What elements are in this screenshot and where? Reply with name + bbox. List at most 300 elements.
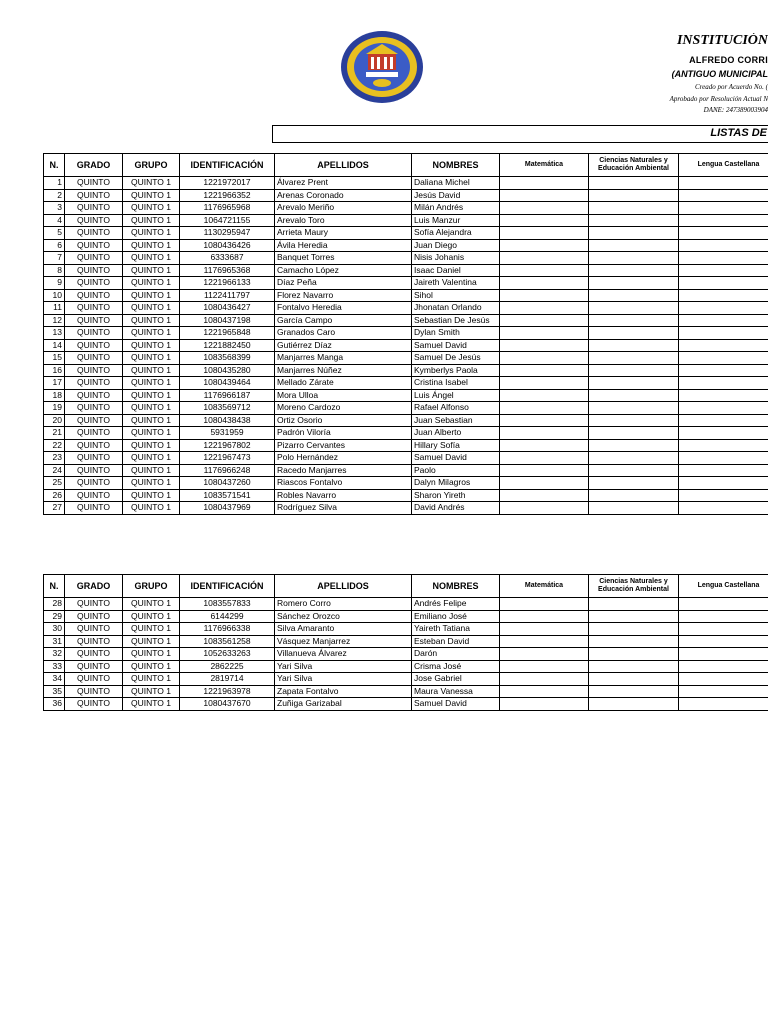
cell-ciencias	[589, 277, 679, 290]
table-row	[44, 214, 768, 227]
cell-nombres: Jaireth Valentina	[412, 277, 500, 290]
table-row	[44, 227, 768, 240]
cell-matematica	[500, 264, 589, 277]
cell-apellidos: Ávila Heredia	[275, 239, 412, 252]
table-row	[44, 477, 768, 490]
cell-ciencias	[589, 685, 679, 698]
cell-matematica	[500, 489, 589, 502]
cell-grupo: QUINTO 1	[123, 277, 180, 290]
cell-apellidos: Mellado Zárate	[275, 377, 412, 390]
cell-identificacion: 1080437260	[180, 477, 275, 490]
cell-apellidos: Álvarez Prent	[275, 177, 412, 190]
cell-grado: QUINTO	[65, 252, 123, 265]
cell-identificacion: 1176966248	[180, 464, 275, 477]
cell-number: 9	[44, 277, 65, 290]
cell-apellidos: Pizarro Cervantes	[275, 439, 412, 452]
table-row	[44, 189, 768, 202]
cell-grupo: QUINTO 1	[123, 402, 180, 415]
cell-nombres: Yaireth Tatiana	[412, 623, 500, 636]
cell-ciencias	[589, 623, 679, 636]
cell-grupo: QUINTO 1	[123, 202, 180, 215]
cell-nombres: Luis Ángel	[412, 389, 500, 402]
cell-grado: QUINTO	[65, 302, 123, 315]
cell-grado: QUINTO	[65, 464, 123, 477]
cell-matematica	[500, 673, 589, 686]
cell-grupo: QUINTO 1	[123, 489, 180, 502]
logo-hands	[373, 79, 391, 87]
cell-ciencias	[589, 489, 679, 502]
cell-matematica	[500, 402, 589, 415]
cell-grupo: QUINTO 1	[123, 214, 180, 227]
cell-number: 31	[44, 635, 65, 648]
cell-grado: QUINTO	[65, 389, 123, 402]
institution-logo	[340, 30, 424, 104]
cell-number: 34	[44, 673, 65, 686]
cell-apellidos: Vásquez Manjarrez	[275, 635, 412, 648]
cell-matematica	[500, 598, 589, 611]
cell-ciencias	[589, 252, 679, 265]
cell-nombres: Sharon Yireth	[412, 489, 500, 502]
table-row	[44, 202, 768, 215]
table-row	[44, 402, 768, 415]
cell-apellidos: Ortiz Osorio	[275, 414, 412, 427]
cell-number: 16	[44, 364, 65, 377]
cell-lengua	[679, 202, 768, 215]
cell-nombres: Isaac Daniel	[412, 264, 500, 277]
cell-identificacion: 1221967802	[180, 439, 275, 452]
col-header-n: N.	[44, 154, 65, 177]
table-row	[44, 252, 768, 265]
cell-ciencias	[589, 339, 679, 352]
col-header-nombres: NOMBRES	[412, 575, 500, 598]
former-name: (ANTIGUO MUNICIPAL	[671, 69, 768, 79]
col-header-grado: GRADO	[65, 154, 123, 177]
table-row	[44, 389, 768, 402]
cell-apellidos: Arenas Coronado	[275, 189, 412, 202]
cell-identificacion: 1176965368	[180, 264, 275, 277]
table-row	[44, 277, 768, 290]
cell-apellidos: Riascos Fontalvo	[275, 477, 412, 490]
cell-apellidos: Rodríguez Silva	[275, 502, 412, 515]
cell-identificacion: 1221966352	[180, 189, 275, 202]
cell-grupo: QUINTO 1	[123, 648, 180, 661]
cell-grado: QUINTO	[65, 314, 123, 327]
cell-lengua	[679, 427, 768, 440]
cell-apellidos: Moreno Cardozo	[275, 402, 412, 415]
cell-apellidos: Racedo Manjarres	[275, 464, 412, 477]
cell-ciencias	[589, 439, 679, 452]
table-header-row	[44, 575, 768, 598]
cell-identificacion: 1083571541	[180, 489, 275, 502]
cell-number: 21	[44, 427, 65, 440]
cell-grado: QUINTO	[65, 189, 123, 202]
cell-matematica	[500, 202, 589, 215]
cell-lengua	[679, 227, 768, 240]
cell-lengua	[679, 377, 768, 390]
cell-number: 14	[44, 339, 65, 352]
cell-lengua	[679, 635, 768, 648]
cell-ciencias	[589, 389, 679, 402]
cell-matematica	[500, 464, 589, 477]
cell-nombres: Dalyn Milagros	[412, 477, 500, 490]
col-header-apellidos: APELLIDOS	[275, 575, 412, 598]
table-row	[44, 673, 768, 686]
cell-ciencias	[589, 214, 679, 227]
cell-grupo: QUINTO 1	[123, 660, 180, 673]
cell-ciencias	[589, 502, 679, 515]
col-header-grado: GRADO	[65, 575, 123, 598]
cell-lengua	[679, 277, 768, 290]
cell-grado: QUINTO	[65, 289, 123, 302]
cell-identificacion: 1083569712	[180, 402, 275, 415]
cell-identificacion: 1130295947	[180, 227, 275, 240]
col-header-n: N.	[44, 575, 65, 598]
cell-matematica	[500, 698, 589, 711]
cell-grupo: QUINTO 1	[123, 502, 180, 515]
cell-lengua	[679, 502, 768, 515]
cell-ciencias	[589, 402, 679, 415]
cell-lengua	[679, 623, 768, 636]
cell-lengua	[679, 352, 768, 365]
cell-lengua	[679, 414, 768, 427]
table-row	[44, 377, 768, 390]
table-row	[44, 685, 768, 698]
table-row	[44, 339, 768, 352]
cell-grado: QUINTO	[65, 698, 123, 711]
cell-grado: QUINTO	[65, 610, 123, 623]
cell-identificacion: 1080437198	[180, 314, 275, 327]
cell-nombres: Emiliano José	[412, 610, 500, 623]
cell-ciencias	[589, 177, 679, 190]
cell-lengua	[679, 489, 768, 502]
table-row	[44, 598, 768, 611]
cell-number: 17	[44, 377, 65, 390]
cell-number: 29	[44, 610, 65, 623]
cell-lengua	[679, 339, 768, 352]
table-row	[44, 610, 768, 623]
cell-apellidos: Fontalvo Heredia	[275, 302, 412, 315]
cell-grupo: QUINTO 1	[123, 352, 180, 365]
cell-number: 36	[44, 698, 65, 711]
cell-number: 24	[44, 464, 65, 477]
cell-identificacion: 1122411797	[180, 289, 275, 302]
table-row	[44, 352, 768, 365]
cell-lengua	[679, 289, 768, 302]
cell-grupo: QUINTO 1	[123, 264, 180, 277]
table-row	[44, 464, 768, 477]
cell-lengua	[679, 189, 768, 202]
cell-ciencias	[589, 414, 679, 427]
cell-apellidos: Silva Amaranto	[275, 623, 412, 636]
cell-identificacion: 2819714	[180, 673, 275, 686]
cell-apellidos: Banquet Torres	[275, 252, 412, 265]
cell-ciencias	[589, 227, 679, 240]
col-header-matematica: Matemática	[500, 154, 589, 177]
cell-nombres: Luis Manzur	[412, 214, 500, 227]
cell-number: 20	[44, 414, 65, 427]
cell-nombres: Hillary Sofía	[412, 439, 500, 452]
cell-matematica	[500, 314, 589, 327]
table-row	[44, 364, 768, 377]
cell-grupo: QUINTO 1	[123, 685, 180, 698]
cell-identificacion: 1176966187	[180, 389, 275, 402]
cell-grupo: QUINTO 1	[123, 598, 180, 611]
cell-number: 15	[44, 352, 65, 365]
cell-number: 28	[44, 598, 65, 611]
table-row	[44, 239, 768, 252]
cell-nombres: Milán Andrés	[412, 202, 500, 215]
cell-number: 5	[44, 227, 65, 240]
cell-lengua	[679, 648, 768, 661]
col-header-nombres: NOMBRES	[412, 154, 500, 177]
cell-number: 33	[44, 660, 65, 673]
cell-grupo: QUINTO 1	[123, 252, 180, 265]
table-row	[44, 302, 768, 315]
dane-code: DANE: 247389003904	[703, 106, 768, 114]
cell-apellidos: Padrón Viloría	[275, 427, 412, 440]
table-row	[44, 314, 768, 327]
cell-nombres: Esteban David	[412, 635, 500, 648]
cell-nombres: David Andrés	[412, 502, 500, 515]
table-row	[44, 635, 768, 648]
cell-identificacion: 1083561258	[180, 635, 275, 648]
cell-number: 27	[44, 502, 65, 515]
cell-matematica	[500, 685, 589, 698]
cell-nombres: Juan Sebastian	[412, 414, 500, 427]
cell-grado: QUINTO	[65, 227, 123, 240]
cell-apellidos: Yari Silva	[275, 673, 412, 686]
cell-nombres: Jose Gabriel	[412, 673, 500, 686]
col-header-lengua: Lengua Castellana	[679, 154, 768, 177]
cell-grupo: QUINTO 1	[123, 327, 180, 340]
col-header-grupo: GRUPO	[123, 575, 180, 598]
cell-matematica	[500, 227, 589, 240]
cell-ciencias	[589, 202, 679, 215]
cell-identificacion: 1221966133	[180, 277, 275, 290]
cell-ciencias	[589, 314, 679, 327]
cell-nombres: Sihol	[412, 289, 500, 302]
table-header-row	[44, 154, 768, 177]
cell-grupo: QUINTO 1	[123, 189, 180, 202]
cell-grado: QUINTO	[65, 502, 123, 515]
cell-nombres: Rafael Alfonso	[412, 402, 500, 415]
table-row	[44, 623, 768, 636]
cell-identificacion: 1221967473	[180, 452, 275, 465]
cell-identificacion: 6333687	[180, 252, 275, 265]
cell-nombres: Kymberlys Paola	[412, 364, 500, 377]
cell-matematica	[500, 289, 589, 302]
cell-ciencias	[589, 610, 679, 623]
cell-nombres: Darón	[412, 648, 500, 661]
cell-matematica	[500, 660, 589, 673]
cell-grado: QUINTO	[65, 364, 123, 377]
creation-note: Creado por Acuerdo No. (	[694, 83, 768, 91]
cell-grado: QUINTO	[65, 352, 123, 365]
cell-lengua	[679, 464, 768, 477]
cell-number: 4	[44, 214, 65, 227]
cell-identificacion: 1221882450	[180, 339, 275, 352]
cell-number: 25	[44, 477, 65, 490]
cell-ciencias	[589, 364, 679, 377]
cell-grupo: QUINTO 1	[123, 302, 180, 315]
cell-apellidos: Yari Silva	[275, 660, 412, 673]
cell-grado: QUINTO	[65, 264, 123, 277]
cell-apellidos: Camacho López	[275, 264, 412, 277]
cell-grado: QUINTO	[65, 427, 123, 440]
cell-matematica	[500, 177, 589, 190]
cell-grado: QUINTO	[65, 377, 123, 390]
cell-lengua	[679, 610, 768, 623]
cell-nombres: Crisma José	[412, 660, 500, 673]
cell-ciencias	[589, 239, 679, 252]
cell-number: 6	[44, 239, 65, 252]
cell-number: 8	[44, 264, 65, 277]
cell-nombres: Andrés Felipe	[412, 598, 500, 611]
cell-apellidos: Zapata Fontalvo	[275, 685, 412, 698]
cell-apellidos: Arevalo Toro	[275, 214, 412, 227]
table-row	[44, 289, 768, 302]
cell-number: 22	[44, 439, 65, 452]
cell-grado: QUINTO	[65, 239, 123, 252]
cell-grupo: QUINTO 1	[123, 439, 180, 452]
cell-grado: QUINTO	[65, 277, 123, 290]
cell-identificacion: 1221965848	[180, 327, 275, 340]
cell-ciencias	[589, 464, 679, 477]
cell-matematica	[500, 502, 589, 515]
cell-grupo: QUINTO 1	[123, 389, 180, 402]
institution-name: ALFREDO CORRI	[689, 55, 768, 65]
cell-apellidos: Arrieta Maury	[275, 227, 412, 240]
cell-matematica	[500, 389, 589, 402]
cell-number: 23	[44, 452, 65, 465]
cell-lengua	[679, 598, 768, 611]
institution-heading: INSTITUCIÓN	[676, 33, 768, 48]
cell-matematica	[500, 623, 589, 636]
cell-grupo: QUINTO 1	[123, 177, 180, 190]
cell-grupo: QUINTO 1	[123, 452, 180, 465]
cell-grupo: QUINTO 1	[123, 314, 180, 327]
cell-ciencias	[589, 427, 679, 440]
cell-matematica	[500, 364, 589, 377]
cell-lengua	[679, 327, 768, 340]
cell-ciencias	[589, 477, 679, 490]
table-row	[44, 489, 768, 502]
cell-matematica	[500, 414, 589, 427]
cell-lengua	[679, 452, 768, 465]
cell-nombres: Paolo	[412, 464, 500, 477]
cell-grupo: QUINTO 1	[123, 339, 180, 352]
cell-identificacion: 1080436427	[180, 302, 275, 315]
cell-identificacion: 1080438438	[180, 414, 275, 427]
cell-grado: QUINTO	[65, 489, 123, 502]
list-title: LISTAS DE	[710, 127, 767, 139]
cell-grupo: QUINTO 1	[123, 377, 180, 390]
cell-number: 30	[44, 623, 65, 636]
cell-identificacion: 6144299	[180, 610, 275, 623]
cell-apellidos: Gutiérrez Díaz	[275, 339, 412, 352]
cell-matematica	[500, 452, 589, 465]
cell-matematica	[500, 439, 589, 452]
cell-identificacion: 1064721155	[180, 214, 275, 227]
cell-lengua	[679, 439, 768, 452]
cell-grupo: QUINTO 1	[123, 289, 180, 302]
cell-matematica	[500, 635, 589, 648]
cell-lengua	[679, 264, 768, 277]
cell-lengua	[679, 214, 768, 227]
cell-grupo: QUINTO 1	[123, 427, 180, 440]
cell-identificacion: 1221972017	[180, 177, 275, 190]
cell-lengua	[679, 364, 768, 377]
table-row	[44, 427, 768, 440]
cell-apellidos: Villanueva Álvarez	[275, 648, 412, 661]
cell-lengua	[679, 402, 768, 415]
cell-number: 11	[44, 302, 65, 315]
cell-grupo: QUINTO 1	[123, 364, 180, 377]
cell-identificacion: 1080439464	[180, 377, 275, 390]
cell-nombres: Samuel De Jesús	[412, 352, 500, 365]
cell-identificacion: 1080435280	[180, 364, 275, 377]
cell-grupo: QUINTO 1	[123, 623, 180, 636]
cell-grupo: QUINTO 1	[123, 239, 180, 252]
cell-grado: QUINTO	[65, 673, 123, 686]
cell-number: 26	[44, 489, 65, 502]
col-header-identificacion: IDENTIFICACIÓN	[180, 154, 275, 177]
table-row	[44, 660, 768, 673]
col-header-grupo: GRUPO	[123, 154, 180, 177]
table-row	[44, 264, 768, 277]
cell-nombres: Samuel David	[412, 698, 500, 711]
cell-grado: QUINTO	[65, 214, 123, 227]
cell-ciencias	[589, 452, 679, 465]
cell-lengua	[679, 685, 768, 698]
student-table-1	[43, 153, 768, 515]
cell-ciencias	[589, 327, 679, 340]
cell-matematica	[500, 277, 589, 290]
cell-identificacion: 1221963978	[180, 685, 275, 698]
cell-lengua	[679, 698, 768, 711]
cell-ciencias	[589, 377, 679, 390]
cell-grupo: QUINTO 1	[123, 414, 180, 427]
cell-lengua	[679, 660, 768, 673]
table-row	[44, 414, 768, 427]
cell-nombres: Samuel David	[412, 452, 500, 465]
table-row	[44, 502, 768, 515]
cell-nombres: Juan Alberto	[412, 427, 500, 440]
cell-grupo: QUINTO 1	[123, 464, 180, 477]
cell-number: 7	[44, 252, 65, 265]
cell-ciencias	[589, 635, 679, 648]
logo-banner	[366, 72, 398, 77]
cell-lengua	[679, 177, 768, 190]
approval-note: Aprobado por Resolución Actual N	[669, 95, 768, 103]
cell-apellidos: Granados Caro	[275, 327, 412, 340]
cell-apellidos: Robles Navarro	[275, 489, 412, 502]
cell-lengua	[679, 673, 768, 686]
cell-apellidos: Romero Corro	[275, 598, 412, 611]
cell-lengua	[679, 239, 768, 252]
cell-grado: QUINTO	[65, 202, 123, 215]
cell-ciencias	[589, 598, 679, 611]
cell-lengua	[679, 314, 768, 327]
col-header-ciencias: Ciencias Naturales y Educación Ambiental	[589, 154, 679, 177]
cell-lengua	[679, 389, 768, 402]
cell-matematica	[500, 302, 589, 315]
cell-grado: QUINTO	[65, 339, 123, 352]
cell-apellidos: Zuñiga Garizabal	[275, 698, 412, 711]
cell-number: 35	[44, 685, 65, 698]
cell-number: 32	[44, 648, 65, 661]
table-row	[44, 327, 768, 340]
